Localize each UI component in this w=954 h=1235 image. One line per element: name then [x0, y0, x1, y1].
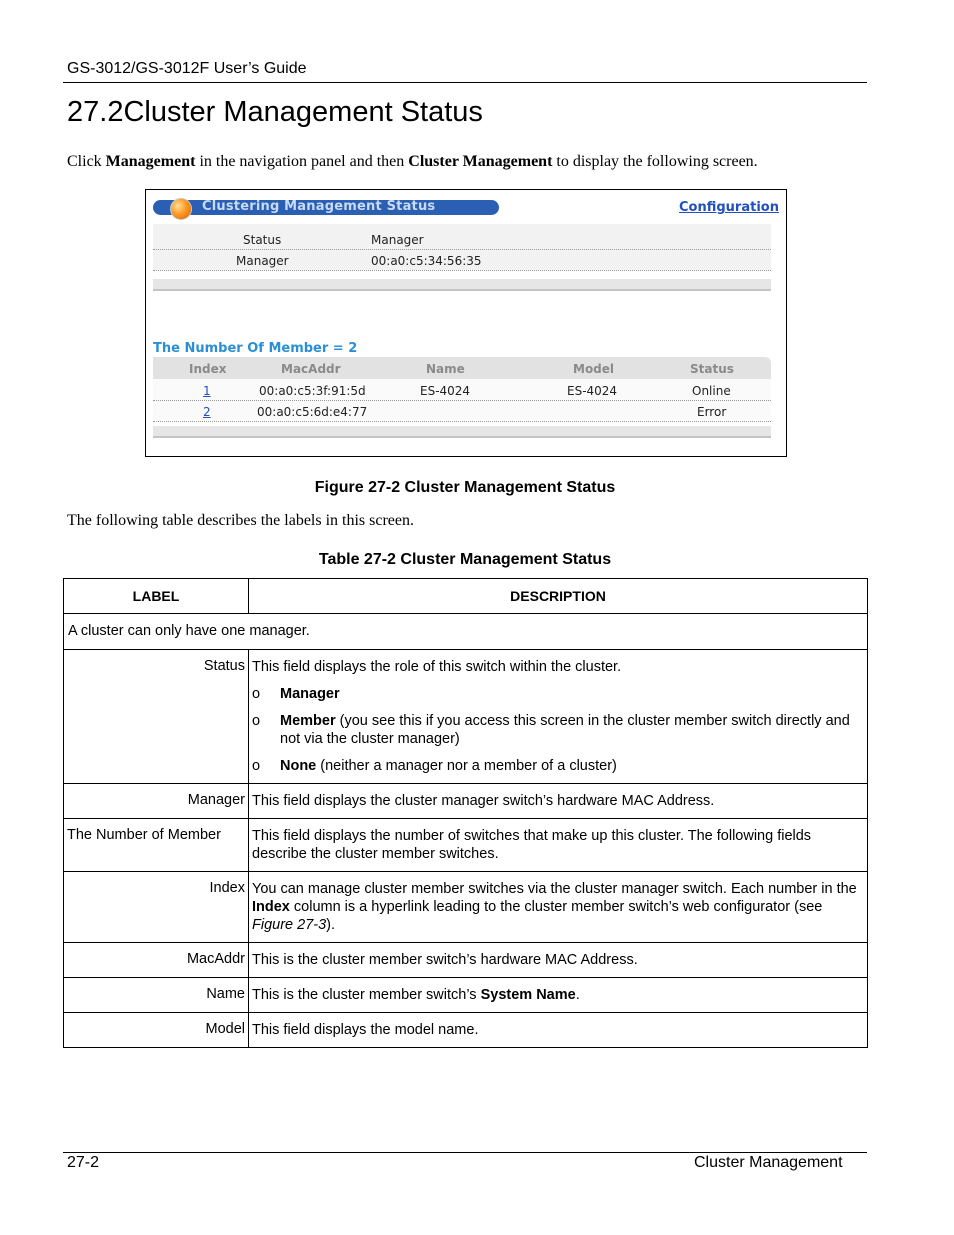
figure-caption: Figure 27-2 Cluster Management Status	[314, 479, 616, 496]
member-mac: 00:a0:c5:6d:e4:77	[257, 405, 368, 419]
row-divider	[153, 249, 771, 250]
description-table	[63, 578, 868, 1048]
list-item	[252, 685, 857, 703]
table-row	[64, 1013, 868, 1048]
intro-text: Click	[67, 153, 106, 170]
description-cell: This field displays the cluster manager switch’s hardware MAC Address.	[249, 784, 868, 819]
figure-reference: Figure 27-3	[252, 917, 327, 933]
table-row	[64, 614, 868, 650]
configuration-link[interactable]: Configuration	[679, 200, 779, 215]
label-cell: Name	[64, 978, 249, 1013]
section-separator-bar	[153, 279, 771, 291]
cluster-status-screenshot	[145, 189, 787, 457]
bullet: o	[252, 686, 261, 702]
col-description-header: DESCRIPTION	[249, 579, 868, 614]
description-text: This is the cluster member switch’s	[252, 987, 481, 1003]
bullet-text: (you see this if you access this screen in the cluster member switch directly and not via the cluster manager)	[280, 713, 850, 747]
bullet: o	[252, 713, 261, 729]
member-name: ES-4024	[420, 384, 471, 398]
body-paragraph: The following table describes the labels in this screen.	[67, 512, 415, 529]
table-header-row	[64, 579, 868, 614]
description-bold: System Name	[480, 987, 576, 1003]
row-divider	[153, 400, 771, 401]
bullet-bold: Manager	[280, 686, 340, 702]
bullet-text: (neither a manager nor a member of a cluster)	[316, 758, 617, 774]
label-cell: Status	[64, 650, 249, 784]
col-status: Status	[690, 362, 734, 376]
intro-bold-management: Management	[105, 153, 196, 170]
description-cell	[249, 872, 868, 943]
description-cell: This is the cluster member switch’s hardware MAC Address.	[249, 943, 868, 978]
member-index-link[interactable]: 1	[203, 384, 211, 398]
section-number: 27.2	[67, 96, 124, 128]
description-text: column is a hyperlink leading to the cluster member switch’s web configurator (see	[289, 899, 823, 915]
screen-title: Clustering Management Status	[202, 199, 436, 214]
member-index-link[interactable]: 2	[203, 405, 211, 419]
col-label-header: LABEL	[64, 579, 249, 614]
col-name: Name	[426, 362, 465, 376]
intro-text: to display the following screen.	[552, 153, 758, 170]
bullet-bold: Member	[280, 713, 336, 729]
description-text: .	[575, 987, 580, 1003]
table-row	[64, 819, 868, 872]
table-row	[64, 943, 868, 978]
intro-text: in the navigation panel and then	[195, 153, 409, 170]
manager-label: Manager	[236, 254, 289, 268]
section-separator-bar	[153, 426, 771, 438]
description-text: You can manage cluster member switches via the cluster manager switch. Each number in the	[252, 881, 857, 897]
label-cell: Model	[64, 1013, 249, 1048]
status-value: Manager	[371, 233, 424, 247]
table-row	[64, 978, 868, 1013]
section-title	[67, 96, 483, 129]
label-cell: MacAddr	[64, 943, 249, 978]
orb-icon	[170, 198, 192, 220]
description-cell: This field displays the number of switches that make up this cluster. The following fields describe the cluster member switches.	[249, 819, 868, 872]
col-index: Index	[189, 362, 227, 376]
status-label: Status	[243, 233, 282, 247]
footer-rule	[63, 1152, 867, 1153]
col-macaddr: MacAddr	[281, 362, 341, 376]
bullet: o	[252, 758, 261, 774]
intro-bold-cluster-management: Cluster Management	[408, 153, 553, 170]
description-cell	[249, 978, 868, 1013]
description-bold: Index	[252, 899, 290, 915]
section-heading: Cluster Management Status	[123, 96, 483, 128]
running-header: GS-3012/GS-3012F User’s Guide	[67, 60, 307, 77]
label-cell: The Number of Member	[64, 819, 249, 872]
label-cell: Index	[64, 872, 249, 943]
chapter-name: Cluster Management	[694, 1154, 843, 1171]
member-mac: 00:a0:c5:3f:91:5d	[259, 384, 366, 398]
table-caption: Table 27-2 Cluster Management Status	[318, 551, 612, 568]
table-row	[64, 872, 868, 943]
label-cell: Manager	[64, 784, 249, 819]
row-divider	[153, 421, 771, 422]
intro-paragraph	[67, 153, 758, 171]
description-cell: This field displays the model name.	[249, 1013, 868, 1048]
table-row	[64, 784, 868, 819]
note-cell: A cluster can only have one manager.	[64, 614, 868, 650]
member-status: Online	[692, 384, 731, 398]
col-model: Model	[573, 362, 615, 376]
description-cell	[249, 650, 868, 784]
member-model: ES-4024	[567, 384, 618, 398]
list-item	[252, 757, 857, 775]
table-row	[64, 650, 868, 784]
row-divider	[153, 270, 771, 271]
member-status: Error	[697, 405, 727, 419]
member-count: The Number Of Member = 2	[153, 341, 358, 356]
manager-mac-value: 00:a0:c5:34:56:35	[371, 254, 482, 268]
description-text: This field displays the role of this switch within the cluster.	[252, 659, 622, 675]
description-text: ).	[326, 917, 336, 933]
bullet-bold: None	[280, 758, 317, 774]
list-item	[252, 712, 857, 748]
header-rule	[63, 82, 867, 83]
page-number: 27-2	[67, 1154, 100, 1171]
